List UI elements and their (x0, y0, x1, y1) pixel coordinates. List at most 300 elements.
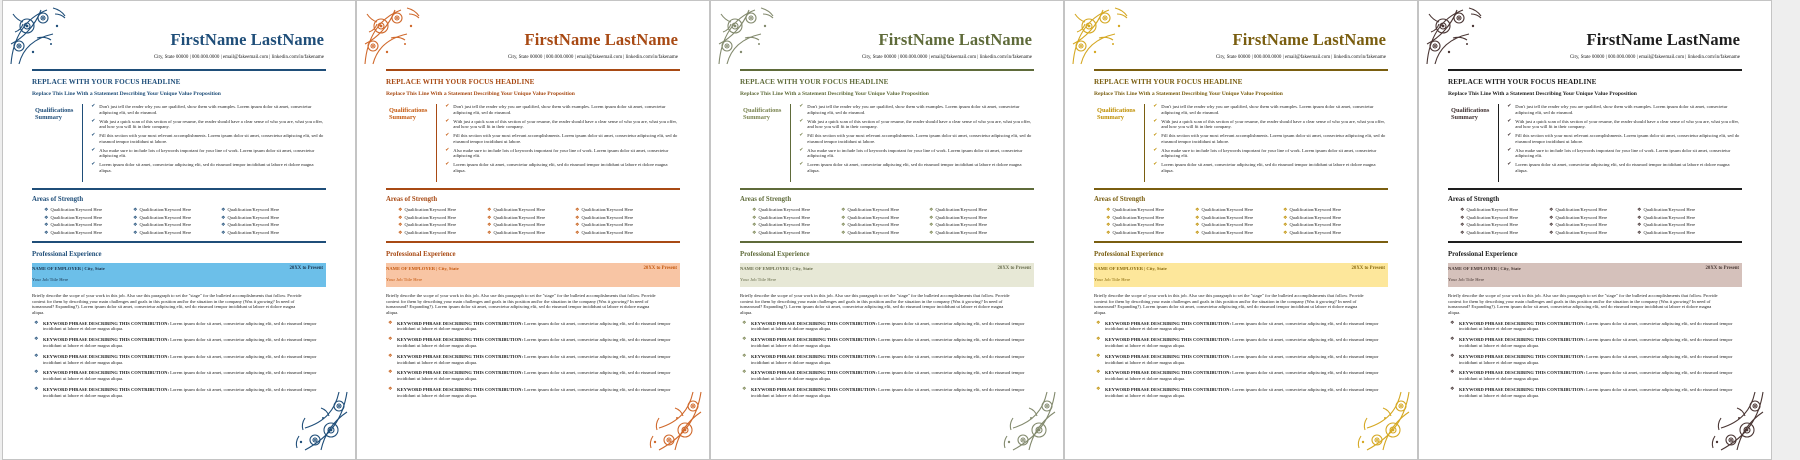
checkmark-icon: ✔ (1153, 147, 1158, 153)
diamond-bullet-icon: ❖ (44, 231, 49, 237)
contribution-text (751, 354, 1030, 365)
contribution-bullet[interactable] (1094, 387, 1384, 398)
focus-headline[interactable]: REPLACE WITH YOUR FOCUS HEADLINE (32, 78, 181, 86)
contribution-bullet[interactable] (32, 370, 322, 381)
diamond-bullet-icon: ❖ (1637, 207, 1642, 213)
strength-item[interactable] (1549, 230, 1637, 238)
resume-body (1448, 78, 1742, 404)
qualification-bullet[interactable] (799, 162, 1034, 173)
qualification-bullet[interactable] (1507, 162, 1742, 173)
strength-text: Qualification/Keyword Here (1289, 230, 1342, 236)
employment-dates[interactable]: 20XX to Present (997, 265, 1031, 271)
contribution-keyword: KEYWORD PHRASE DESCRIBING THIS CONTRIBUTION: (43, 370, 170, 376)
strength-text: Qualification/Keyword Here (581, 214, 634, 220)
strength-item[interactable] (133, 207, 221, 215)
strength-text: Qualification/Keyword Here (1112, 214, 1165, 220)
contribution-keyword: KEYWORD PHRASE DESCRIBING THIS CONTRIBUTION: (1459, 387, 1586, 392)
strength-item[interactable] (133, 230, 221, 238)
employer-name[interactable]: NAME OF EMPLOYER | City, State (32, 265, 105, 271)
strength-item[interactable] (841, 230, 929, 238)
strength-text: Qualification/Keyword Here (493, 230, 546, 236)
contact-line[interactable]: City, State 00000 | 000.000.0000 | email@fakeemail.com | linkedin.com/in/fakename (1215, 55, 1386, 60)
strength-item[interactable] (487, 222, 575, 230)
strength-item[interactable] (221, 222, 321, 230)
qualification-bullet[interactable] (799, 119, 1034, 130)
contribution-bullet[interactable] (386, 337, 676, 348)
contribution-bullet[interactable] (1094, 354, 1384, 365)
strength-item[interactable] (1195, 207, 1283, 215)
strength-text: Qualification/Keyword Here (1643, 222, 1696, 228)
strength-text: Qualification/Keyword Here (758, 230, 811, 236)
qualifications-title: Qualifications Summary (389, 107, 428, 122)
value-proposition[interactable]: Replace This Line With a Statement Describing Your Unique Value Proposition (32, 91, 221, 97)
candidate-name[interactable]: FirstName LastName (524, 30, 678, 49)
strength-item[interactable] (841, 207, 929, 215)
strength-item[interactable] (398, 215, 487, 223)
contribution-bullet[interactable] (386, 321, 676, 332)
strength-text: Qualification/Keyword Here (1289, 206, 1342, 212)
diamond-bullet-icon: ❖ (575, 207, 580, 213)
strength-item[interactable] (752, 222, 841, 230)
value-proposition[interactable]: Replace This Line With a Statement Describing Your Unique Value Proposition (386, 91, 575, 97)
contribution-bullet[interactable] (386, 387, 676, 398)
resume-template-page-brown[interactable] (1418, 0, 1772, 460)
checkmark-icon: ✔ (799, 118, 804, 124)
qualification-bullet[interactable] (445, 148, 680, 159)
strength-item[interactable] (929, 222, 1029, 230)
qualification-text: With just a quick scan of this section of your resume, the reader should have a clear sense of who you are, what you offer, and how you will fit in their company. (807, 118, 1031, 130)
strength-item[interactable] (1549, 215, 1637, 223)
strength-text: Qualification/Keyword Here (1643, 230, 1696, 236)
contribution-detail: Lorem ipsum dolor sit amet, consectetur adipiscing elit, sed do eiusmod tempor incididunt ut labore et dolore magna aliqua. (397, 387, 671, 398)
focus-headline[interactable]: REPLACE WITH YOUR FOCUS HEADLINE (386, 78, 535, 86)
strength-item[interactable] (44, 215, 133, 223)
strength-text: Qualification/Keyword Here (1201, 206, 1254, 212)
strength-text: Qualification/Keyword Here (1112, 206, 1165, 212)
qualification-text: Don't just tell the reader why you are qualified, show them with examples. Lorem ipsum dolor sit amet, consectetur adipiscing elit, sed do eiusmod. (1515, 104, 1728, 115)
contribution-bullet[interactable] (1448, 321, 1738, 332)
experience-title: Professional Experience (740, 250, 810, 258)
contribution-bullet[interactable] (32, 387, 322, 398)
contribution-keyword: KEYWORD PHRASE DESCRIBING THIS CONTRIBUTION: (751, 387, 878, 392)
resume-template-page-olive[interactable] (710, 0, 1064, 460)
diamond-bullet-icon: ❖ (487, 215, 492, 221)
employment-dates[interactable]: 20XX to Present (643, 265, 677, 271)
strength-item[interactable] (1106, 207, 1195, 215)
diamond-bullet-icon: ❖ (575, 231, 580, 237)
diamond-bullet-icon: ❖ (1549, 215, 1554, 221)
experience-title: Professional Experience (32, 250, 102, 258)
contribution-bullet[interactable] (740, 387, 1030, 398)
qualification-text: Lorem ipsum dolor sit amet, consectetur adipiscing elit, sed do eiusmod tempor incididunt ut labore et dolore magna aliqua. (1515, 162, 1730, 174)
strength-text: Qualification/Keyword Here (50, 206, 103, 212)
strengths-title: Areas of Strength (740, 195, 792, 203)
contribution-list (32, 321, 322, 399)
diamond-bullet-icon: ❖ (388, 320, 393, 326)
qualification-bullet[interactable] (799, 148, 1034, 159)
focus-headline[interactable]: REPLACE WITH YOUR FOCUS HEADLINE (740, 78, 889, 86)
qualification-bullet[interactable] (445, 119, 680, 130)
strength-item[interactable] (1460, 215, 1549, 223)
strengths-title: Areas of Strength (1094, 195, 1146, 203)
diamond-bullet-icon: ❖ (929, 215, 934, 221)
contribution-list (1094, 321, 1384, 399)
diamond-bullet-icon: ❖ (1096, 337, 1101, 343)
contribution-bullet[interactable] (740, 370, 1030, 381)
qualification-bullet[interactable] (1153, 162, 1388, 173)
section-divider (32, 188, 326, 190)
diamond-bullet-icon: ❖ (34, 387, 39, 392)
contribution-bullet[interactable] (1094, 321, 1384, 332)
diamond-bullet-icon: ❖ (1450, 370, 1455, 376)
qualification-bullet[interactable] (1507, 148, 1742, 159)
strength-text: Qualification/Keyword Here (227, 206, 280, 212)
strength-item[interactable] (1283, 207, 1383, 215)
checkmark-icon: ✔ (799, 133, 804, 139)
checkmark-icon: ✔ (799, 104, 804, 109)
value-proposition[interactable]: Replace This Line With a Statement Describing Your Unique Value Proposition (1448, 91, 1637, 97)
contact-line[interactable]: City, State 00000 | 000.000.0000 | email@fakeemail.com | linkedin.com/in/fakename (861, 55, 1032, 60)
contribution-bullet[interactable] (386, 354, 676, 365)
diamond-bullet-icon: ❖ (1549, 223, 1554, 229)
strength-item[interactable] (398, 222, 487, 230)
strength-text: Qualification/Keyword Here (227, 214, 280, 220)
candidate-name[interactable]: FirstName LastName (1232, 30, 1386, 49)
qualification-bullet[interactable] (91, 133, 326, 144)
strength-item[interactable] (1549, 207, 1637, 215)
contribution-text (751, 370, 1030, 381)
strength-item[interactable] (929, 215, 1029, 223)
qualification-bullet[interactable] (91, 148, 326, 159)
job-scope-paragraph[interactable]: Briefly describe the scope of your work in this job. Also use this paragraph to set the "stage" for the bulleted accomplishments that follow. Provide context for them by describing your main challenges and goals in this position and/or the situation in the company (Was it growing? In need of turnaround? Expanding?). Lorem ipsum dolor sit amet, consectetur adipiscing elit, sed do eiusmod tempor incididunt ut labore et dolore magna aliqua. (1448, 292, 1718, 315)
diamond-bullet-icon: ❖ (742, 337, 747, 343)
employment-dates[interactable]: 20XX to Present (289, 265, 323, 271)
strength-item[interactable] (575, 230, 675, 238)
job-scope-paragraph[interactable]: Briefly describe the scope of your work in this job. Also use this paragraph to set the "stage" for the bulleted accomplishments that follow. Provide context for them by describing your main challenges and goals in this position and/or the situation in the company (Was it growing? In need of turnaround? Expanding?). Lorem ipsum dolor sit amet, consectetur adipiscing elit, sed do eiusmod tempor incididunt ut labore et dolore magna aliqua. (1094, 292, 1364, 315)
diamond-bullet-icon: ❖ (1106, 215, 1111, 221)
contribution-detail: Lorem ipsum dolor sit amet, consectetur adipiscing elit, sed do eiusmod tempor incididunt ut labore et dolore magna aliqua. (397, 320, 671, 332)
strength-item[interactable] (1460, 222, 1549, 230)
diamond-bullet-icon: ❖ (388, 353, 393, 359)
value-proposition[interactable]: Replace This Line With a Statement Describing Your Unique Value Proposition (1094, 91, 1283, 97)
diamond-bullet-icon: ❖ (929, 231, 934, 237)
resume-template-page-gold[interactable] (1064, 0, 1418, 460)
qualification-bullet[interactable] (91, 104, 326, 115)
contribution-keyword: KEYWORD PHRASE DESCRIBING THIS CONTRIBUTION: (1105, 320, 1232, 326)
qualification-bullet[interactable] (1153, 148, 1388, 159)
diamond-bullet-icon: ❖ (575, 215, 580, 221)
job-title[interactable]: Your Job Title Here (1448, 276, 1485, 282)
resume-template-page-orange[interactable] (356, 0, 710, 460)
qualification-bullet[interactable] (91, 162, 326, 173)
job-title[interactable]: Your Job Title Here (32, 276, 69, 282)
strengths-grid (1106, 207, 1388, 239)
employment-dates[interactable]: 20XX to Present (1705, 265, 1739, 271)
resume-body (32, 78, 326, 404)
diamond-bullet-icon: ❖ (929, 223, 934, 229)
diamond-bullet-icon: ❖ (487, 223, 492, 229)
strength-item[interactable] (221, 230, 321, 238)
contribution-text (1459, 337, 1738, 348)
contribution-text (1105, 337, 1384, 348)
strength-item[interactable] (1106, 230, 1195, 238)
strength-item[interactable] (1283, 230, 1383, 238)
diamond-bullet-icon: ❖ (742, 387, 747, 392)
strength-item[interactable] (575, 207, 675, 215)
strength-item[interactable] (44, 207, 133, 215)
diamond-bullet-icon: ❖ (1460, 231, 1465, 237)
candidate-name[interactable]: FirstName LastName (878, 30, 1032, 49)
checkmark-icon: ✔ (91, 147, 96, 153)
employer-name[interactable]: NAME OF EMPLOYER | City, State (1448, 265, 1521, 271)
qualification-bullet[interactable] (1153, 119, 1388, 130)
contribution-bullet[interactable] (1448, 370, 1738, 381)
strength-item[interactable] (1106, 222, 1195, 230)
strength-item[interactable] (575, 222, 675, 230)
diamond-bullet-icon: ❖ (1096, 353, 1101, 359)
strength-item[interactable] (752, 207, 841, 215)
employer-name[interactable]: NAME OF EMPLOYER | City, State (386, 265, 459, 271)
strength-item[interactable] (133, 215, 221, 223)
qualification-text: Lorem ipsum dolor sit amet, consectetur adipiscing elit, sed do eiusmod tempor incididunt ut labore et dolore magna aliqua. (99, 162, 314, 174)
contact-line[interactable]: City, State 00000 | 000.000.0000 | email@fakeemail.com | linkedin.com/in/fakename (153, 55, 324, 60)
contribution-bullet[interactable] (740, 354, 1030, 365)
diamond-bullet-icon: ❖ (221, 223, 226, 229)
strength-item[interactable] (1637, 207, 1737, 215)
employer-band (740, 263, 1034, 287)
strength-text: Qualification/Keyword Here (1466, 206, 1519, 212)
strength-item[interactable] (487, 207, 575, 215)
strength-text: Qualification/Keyword Here (493, 222, 546, 228)
resume-body (1094, 78, 1388, 404)
employer-name[interactable]: NAME OF EMPLOYER | City, State (1094, 265, 1167, 271)
checkmark-icon: ✔ (1507, 118, 1512, 124)
qualifications-list (1153, 104, 1388, 182)
qualification-bullet[interactable] (1153, 133, 1388, 144)
header (154, 30, 324, 61)
strength-text: Qualification/Keyword Here (1555, 222, 1608, 228)
strength-item[interactable] (841, 215, 929, 223)
experience-title: Professional Experience (1448, 250, 1518, 258)
diamond-bullet-icon: ❖ (841, 231, 846, 237)
strength-item[interactable] (575, 215, 675, 223)
employment-dates[interactable]: 20XX to Present (1351, 265, 1385, 271)
strength-text: Qualification/Keyword Here (404, 230, 457, 236)
employer-band (1448, 263, 1742, 287)
qualification-bullet[interactable] (445, 162, 680, 173)
strength-item[interactable] (398, 207, 487, 215)
contribution-bullet[interactable] (1448, 337, 1738, 348)
employer-name[interactable]: NAME OF EMPLOYER | City, State (740, 265, 813, 271)
qualification-bullet[interactable] (799, 133, 1034, 144)
contribution-keyword: KEYWORD PHRASE DESCRIBING THIS CONTRIBUTION: (1459, 370, 1586, 376)
strength-item[interactable] (44, 230, 133, 238)
strength-text: Qualification/Keyword Here (935, 206, 988, 212)
strengths-title: Areas of Strength (1448, 195, 1500, 203)
strength-text: Qualification/Keyword Here (935, 222, 988, 228)
diamond-bullet-icon: ❖ (1195, 231, 1200, 237)
diamond-bullet-icon: ❖ (742, 320, 747, 326)
diamond-bullet-icon: ❖ (1283, 207, 1288, 213)
strength-text: Qualification/Keyword Here (1466, 230, 1519, 236)
experience-title: Professional Experience (386, 250, 456, 258)
qualification-bullet[interactable] (1153, 104, 1388, 115)
qualification-bullet[interactable] (91, 119, 326, 130)
strength-item[interactable] (1637, 215, 1737, 223)
floral-corner-ornament-icon (1423, 4, 1487, 68)
strength-item[interactable] (398, 230, 487, 238)
contact-line[interactable]: City, State 00000 | 000.000.0000 | email@fakeemail.com | linkedin.com/in/fakename (507, 55, 678, 60)
strength-text: Qualification/Keyword Here (847, 230, 900, 236)
qualifications-title: Qualifications Summary (1451, 107, 1490, 122)
strength-text: Qualification/Keyword Here (227, 222, 280, 228)
contribution-text (751, 337, 1030, 348)
strengths-grid (44, 207, 326, 239)
strength-item[interactable] (44, 222, 133, 230)
diamond-bullet-icon: ❖ (1637, 215, 1642, 221)
floral-corner-ornament-icon (361, 4, 425, 68)
strength-text: Qualification/Keyword Here (50, 222, 103, 228)
contribution-bullet[interactable] (32, 321, 322, 332)
section-divider (740, 241, 1034, 243)
contribution-bullet[interactable] (32, 354, 322, 365)
contribution-keyword: KEYWORD PHRASE DESCRIBING THIS CONTRIBUTION: (1459, 353, 1586, 359)
strength-item[interactable] (929, 207, 1029, 215)
strength-item[interactable] (1460, 207, 1549, 215)
contribution-bullet[interactable] (32, 337, 322, 348)
job-scope-paragraph[interactable]: Briefly describe the scope of your work in this job. Also use this paragraph to set the "stage" for the bulleted accomplishments that follow. Provide context for them by describing your main challenges and goals in this position and/or the situation in the company (Was it growing? In need of turnaround? Expanding?). Lorem ipsum dolor sit amet, consectetur adipiscing elit, sed do eiusmod tempor incididunt ut labore et dolore magna aliqua. (740, 292, 1010, 315)
strength-item[interactable] (1106, 215, 1195, 223)
strength-item[interactable] (841, 222, 929, 230)
resume-template-page-navy[interactable] (2, 0, 356, 460)
resume-body (386, 78, 680, 404)
contribution-bullet[interactable] (740, 337, 1030, 348)
diamond-bullet-icon: ❖ (1195, 215, 1200, 221)
contribution-detail: Lorem ipsum dolor sit amet, consectetur adipiscing elit, sed do eiusmod tempor incididunt ut labore et dolore magna aliqua. (1105, 370, 1379, 382)
strength-text: Qualification/Keyword Here (1555, 230, 1608, 236)
diamond-bullet-icon: ❖ (133, 223, 138, 229)
section-divider (1094, 188, 1388, 190)
contribution-text (1105, 387, 1384, 398)
strength-item[interactable] (1283, 215, 1383, 223)
job-title[interactable]: Your Job Title Here (740, 276, 777, 282)
value-proposition[interactable]: Replace This Line With a Statement Describing Your Unique Value Proposition (740, 91, 929, 97)
diamond-bullet-icon: ❖ (929, 207, 934, 213)
qualification-text: Also make sure to include lots of keywords important for your line of work. Lorem ipsum dolor sit amet, consectetur adipiscing elit. (99, 147, 315, 159)
strength-text: Qualification/Keyword Here (404, 214, 457, 220)
strength-item[interactable] (1195, 215, 1283, 223)
diamond-bullet-icon: ❖ (1096, 387, 1101, 392)
diamond-bullet-icon: ❖ (1450, 337, 1455, 343)
checkmark-icon: ✔ (799, 162, 804, 168)
contribution-bullet[interactable] (1448, 354, 1738, 365)
strength-item[interactable] (1283, 222, 1383, 230)
job-scope-paragraph[interactable]: Briefly describe the scope of your work in this job. Also use this paragraph to set the "stage" for the bulleted accomplishments that follow. Provide context for them by describing your main challenges and goals in this position and/or the situation in the company (Was it growing? In need of turnaround? Expanding?). Lorem ipsum dolor sit amet, consectetur adipiscing elit, sed do eiusmod tempor incididunt ut labore et dolore magna aliqua. (386, 292, 656, 315)
contribution-text (397, 337, 676, 348)
job-title[interactable]: Your Job Title Here (386, 276, 423, 282)
qualification-bullet[interactable] (799, 104, 1034, 115)
contact-line[interactable]: City, State 00000 | 000.000.0000 | email@fakeemail.com | linkedin.com/in/fakename (1569, 55, 1740, 60)
qualifications-section (1094, 104, 1388, 182)
strength-item[interactable] (1637, 230, 1737, 238)
candidate-name[interactable]: FirstName LastName (1586, 30, 1740, 49)
strength-item[interactable] (1549, 222, 1637, 230)
strength-item[interactable] (752, 215, 841, 223)
qualification-bullet[interactable] (445, 133, 680, 144)
strength-item[interactable] (929, 230, 1029, 238)
qualification-text: Lorem ipsum dolor sit amet, consectetur adipiscing elit, sed do eiusmod tempor incididunt ut labore et dolore magna aliqua. (453, 162, 668, 174)
diamond-bullet-icon: ❖ (398, 207, 403, 213)
contribution-keyword: KEYWORD PHRASE DESCRIBING THIS CONTRIBUTION: (751, 370, 878, 376)
strength-text: Qualification/Keyword Here (847, 206, 900, 212)
strength-item[interactable] (1195, 230, 1283, 238)
contribution-bullet[interactable] (1094, 337, 1384, 348)
contribution-bullet[interactable] (740, 321, 1030, 332)
qualification-text: Fill this section with your most relevant accomplishments. Lorem ipsum dolor sit amet, consectetur adipiscing elit, sed do eiusmod tempor incididunt ut labore. (1161, 133, 1386, 144)
contribution-keyword: KEYWORD PHRASE DESCRIBING THIS CONTRIBUTION: (397, 370, 524, 376)
checkmark-icon: ✔ (91, 162, 96, 168)
contribution-text (1105, 354, 1384, 365)
strength-item[interactable] (752, 230, 841, 238)
contribution-detail: Lorem ipsum dolor sit amet, consectetur adipiscing elit, sed do eiusmod tempor incididunt ut labore et dolore magna aliqua. (43, 370, 317, 382)
contribution-text (1459, 387, 1738, 398)
strength-item[interactable] (487, 215, 575, 223)
strength-text: Qualification/Keyword Here (1466, 222, 1519, 228)
contribution-keyword: KEYWORD PHRASE DESCRIBING THIS CONTRIBUTION: (751, 320, 878, 326)
strength-item[interactable] (133, 222, 221, 230)
qualification-bullet[interactable] (445, 104, 680, 115)
checkmark-icon: ✔ (1507, 104, 1512, 109)
qualification-text: With just a quick scan of this section of your resume, the reader should have a clear sense of who you are, what you offer, and how you will fit in their company. (99, 118, 323, 130)
qualification-text: Lorem ipsum dolor sit amet, consectetur adipiscing elit, sed do eiusmod tempor incididunt ut labore et dolore magna aliqua. (1161, 162, 1376, 174)
strength-item[interactable] (1637, 222, 1737, 230)
strength-text: Qualification/Keyword Here (1555, 214, 1608, 220)
strength-text: Qualification/Keyword Here (139, 206, 192, 212)
strength-text: Qualification/Keyword Here (758, 214, 811, 220)
qualifications-list (445, 104, 680, 182)
contribution-bullet[interactable] (1094, 370, 1384, 381)
qualification-bullet[interactable] (1507, 104, 1742, 115)
qualifications-section (740, 104, 1034, 182)
strength-item[interactable] (487, 230, 575, 238)
qualification-bullet[interactable] (1507, 133, 1742, 144)
diamond-bullet-icon: ❖ (133, 207, 138, 213)
job-scope-paragraph[interactable]: Briefly describe the scope of your work in this job. Also use this paragraph to set the "stage" for the bulleted accomplishments that follow. Provide context for them by describing your main challenges and goals in this position and/or the situation in the company (Was it growing? In need of turnaround? Expanding?). Lorem ipsum dolor sit amet, consectetur adipiscing elit, sed do eiusmod tempor incididunt ut labore et dolore magna aliqua. (32, 292, 302, 315)
section-divider (32, 241, 326, 243)
diamond-bullet-icon: ❖ (752, 207, 757, 213)
diamond-bullet-icon: ❖ (398, 223, 403, 229)
qualification-text: Fill this section with your most relevant accomplishments. Lorem ipsum dolor sit amet, consectetur adipiscing elit, sed do eiusmod tempor incididunt ut labore. (99, 133, 324, 144)
candidate-name[interactable]: FirstName LastName (170, 30, 324, 49)
contribution-keyword: KEYWORD PHRASE DESCRIBING THIS CONTRIBUTION: (43, 320, 170, 326)
contribution-detail: Lorem ipsum dolor sit amet, consectetur adipiscing elit, sed do eiusmod tempor incididunt ut labore et dolore magna aliqua. (397, 353, 671, 365)
job-title[interactable]: Your Job Title Here (1094, 276, 1131, 282)
focus-headline[interactable]: REPLACE WITH YOUR FOCUS HEADLINE (1448, 78, 1597, 86)
strength-item[interactable] (1460, 230, 1549, 238)
diamond-bullet-icon: ❖ (398, 231, 403, 237)
contribution-bullet[interactable] (1448, 387, 1738, 398)
strength-item[interactable] (221, 215, 321, 223)
strength-item[interactable] (221, 207, 321, 215)
diamond-bullet-icon: ❖ (487, 231, 492, 237)
focus-headline[interactable]: REPLACE WITH YOUR FOCUS HEADLINE (1094, 78, 1243, 86)
contribution-detail: Lorem ipsum dolor sit amet, consectetur adipiscing elit, sed do eiusmod tempor incididunt ut labore et dolore magna aliqua. (751, 320, 1025, 332)
diamond-bullet-icon: ❖ (1450, 320, 1455, 326)
qualification-bullet[interactable] (1507, 119, 1742, 130)
strength-item[interactable] (1195, 222, 1283, 230)
header-divider (32, 69, 326, 71)
contribution-bullet[interactable] (386, 370, 676, 381)
